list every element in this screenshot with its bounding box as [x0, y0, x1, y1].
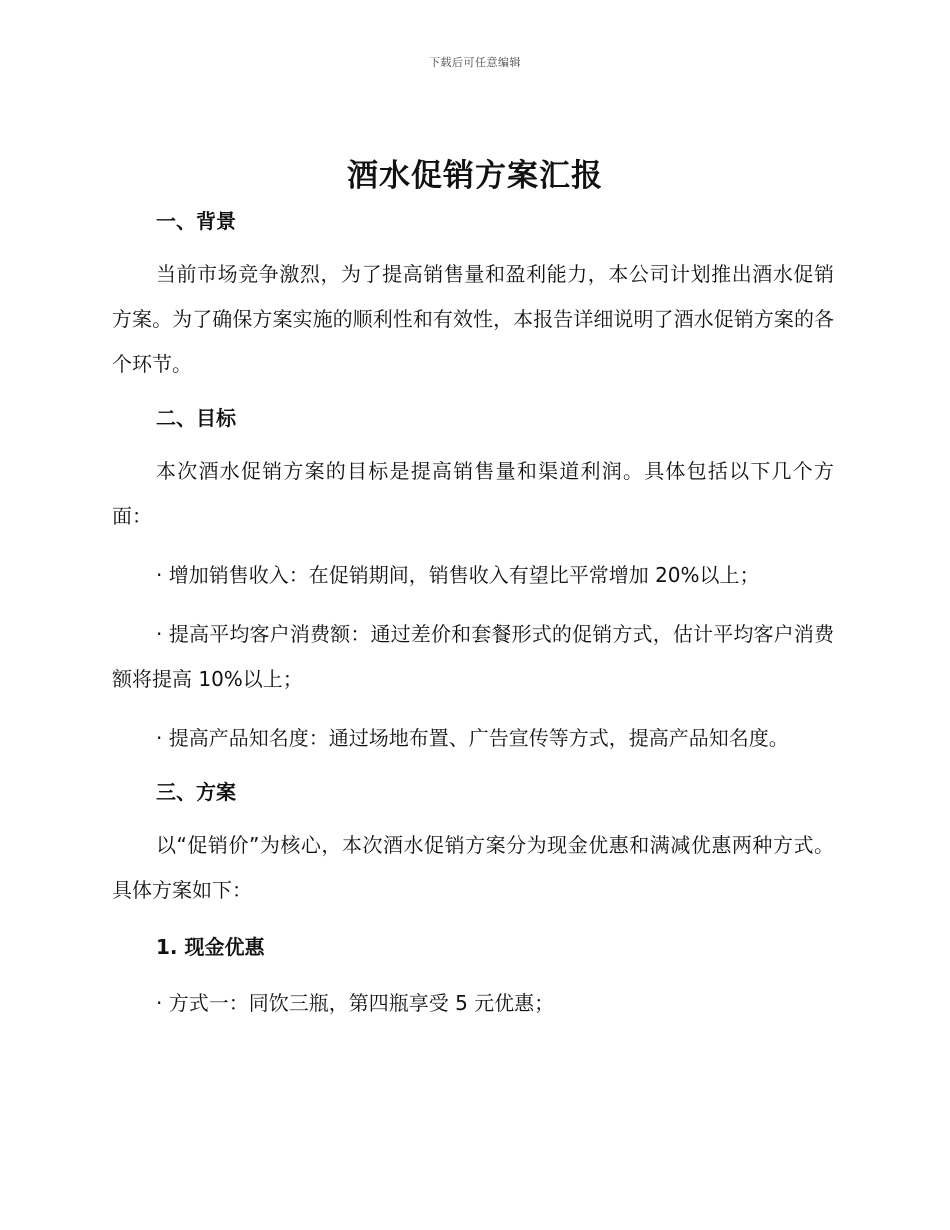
document-title: 酒水促销方案汇报	[347, 158, 603, 194]
section-heading-plan: 三、方案	[156, 780, 236, 804]
goal-item-revenue: · 增加销售收入：在促销期间，销售收入有望比平常增加 20%以上；	[156, 563, 760, 587]
goals-intro: 本次酒水促销方案的目标是提高销售量和渠道利润。具体包括以下几个方面：	[112, 459, 834, 528]
cash-discount-item-1: · 方式一：同饮三瓶，第四瓶享受 5 元优惠；	[156, 991, 555, 1015]
goal-item-spend: · 提高平均客户消费额：通过差价和套餐形式的促销方式，估计平均客户消费额将提高 10%以上；	[112, 622, 834, 691]
document-body	[112, 204, 834, 1040]
goal-item-awareness: · 提高产品知名度：通过场地布置、广告宣传等方式，提高产品知名度。	[156, 726, 789, 750]
section-heading-background: 一、背景	[156, 209, 236, 233]
page-header: 下载后可任意编辑	[429, 56, 521, 69]
subsection-heading-cash-discount: 1. 现金优惠	[156, 935, 265, 959]
background-paragraph: 当前市场竞争激烈，为了提高销售量和盈利能力，本公司计划推出酒水促销方案。为了确保方案实施的顺利性和有效性，本报告详细说明了酒水促销方案的各个环节。	[112, 262, 834, 376]
section-heading-goals: 二、目标	[156, 406, 236, 430]
plan-intro: 以“促销价”为核心，本次酒水促销方案分为现金优惠和满减优惠两种方式。具体方案如下：	[112, 833, 834, 902]
